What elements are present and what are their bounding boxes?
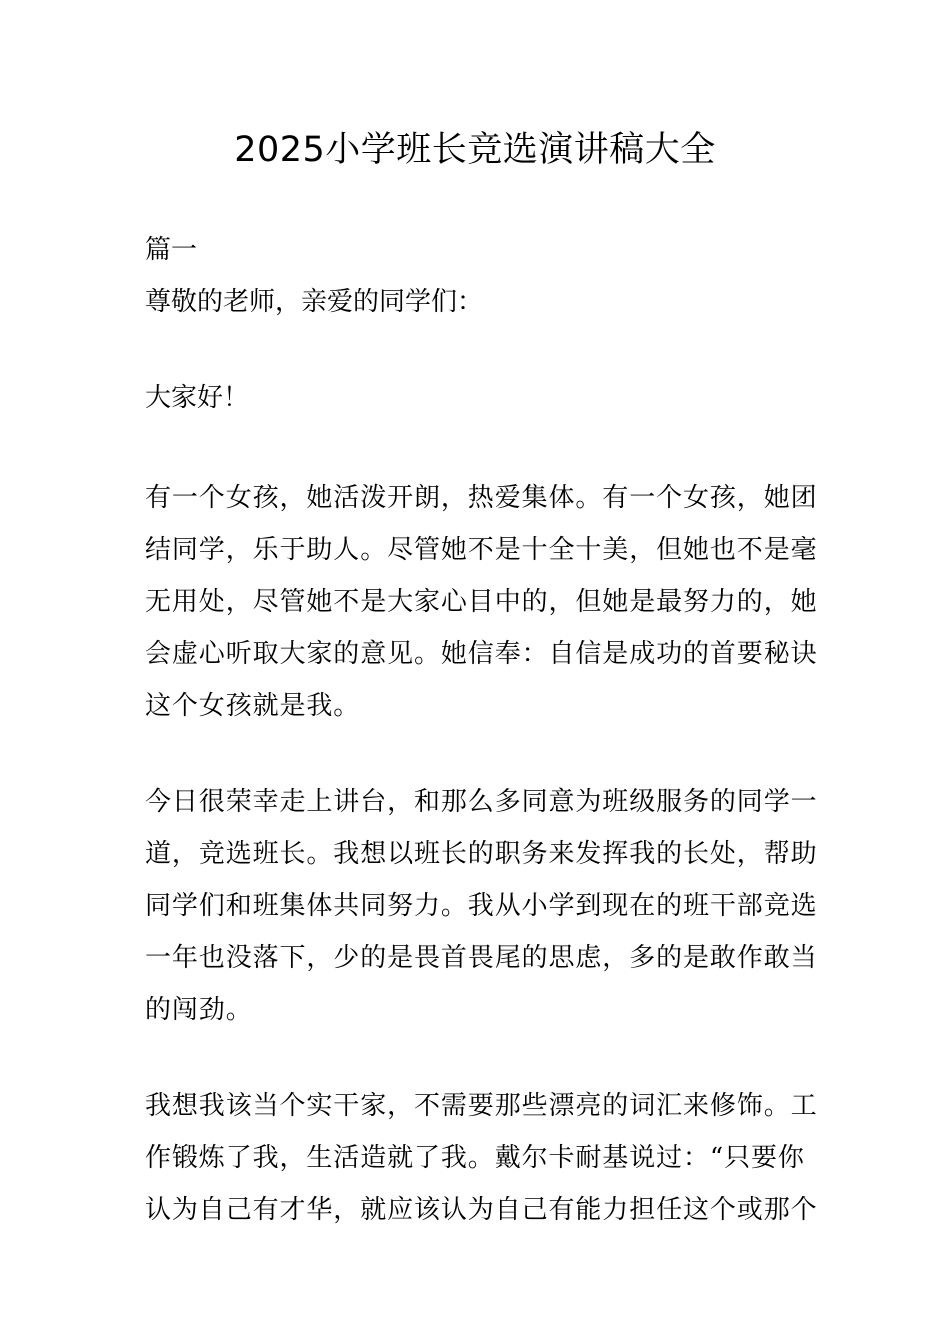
paragraph-2-line-3: 同学们和班集体共同努力。我从小学到现在的班干部竞选 xyxy=(145,891,818,921)
document-title: 2025小学班长竞选演讲稿大全 xyxy=(234,130,716,170)
paragraph-1-line-5: 这个女孩就是我。 xyxy=(145,691,361,721)
paragraph-3-line-3: 认为自己有才华，就应该认为自己有能力担任这个或那个 xyxy=(145,1195,818,1225)
section-label: 篇一 xyxy=(145,235,198,265)
greeting: 大家好！ xyxy=(145,383,250,413)
paragraph-2-line-4: 一年也没落下，少的是畏首畏尾的思虑，多的是敢作敢当 xyxy=(145,943,818,973)
paragraph-2-line-2: 道，竞选班长。我想以班长的职务来发挥我的长处，帮助 xyxy=(145,839,818,869)
paragraph-3-line-2: 作锻炼了我，生活造就了我。戴尔卡耐基说过：“只要你 xyxy=(145,1143,805,1173)
paragraph-2-line-5: 的闯劲。 xyxy=(145,995,253,1025)
paragraph-1-line-2: 结同学，乐于助人。尽管她不是十全十美，但她也不是毫 xyxy=(145,535,818,565)
paragraph-2-line-1: 今日很荣幸走上讲台，和那么多同意为班级服务的同学一 xyxy=(145,787,818,817)
salutation: 尊敬的老师，亲爱的同学们： xyxy=(145,287,484,317)
paragraph-1-line-1: 有一个女孩，她活泼开朗，热爱集体。有一个女孩，她团 xyxy=(145,483,818,513)
paragraph-1-line-4: 会虚心听取大家的意见。她信奉：自信是成功的首要秘诀 xyxy=(145,639,818,669)
paragraph-3-line-1: 我想我该当个实干家，不需要那些漂亮的词汇来修饰。工 xyxy=(145,1091,818,1121)
paragraph-1-line-3: 无用处，尽管她不是大家心目中的，但她是最努力的，她 xyxy=(145,587,818,617)
